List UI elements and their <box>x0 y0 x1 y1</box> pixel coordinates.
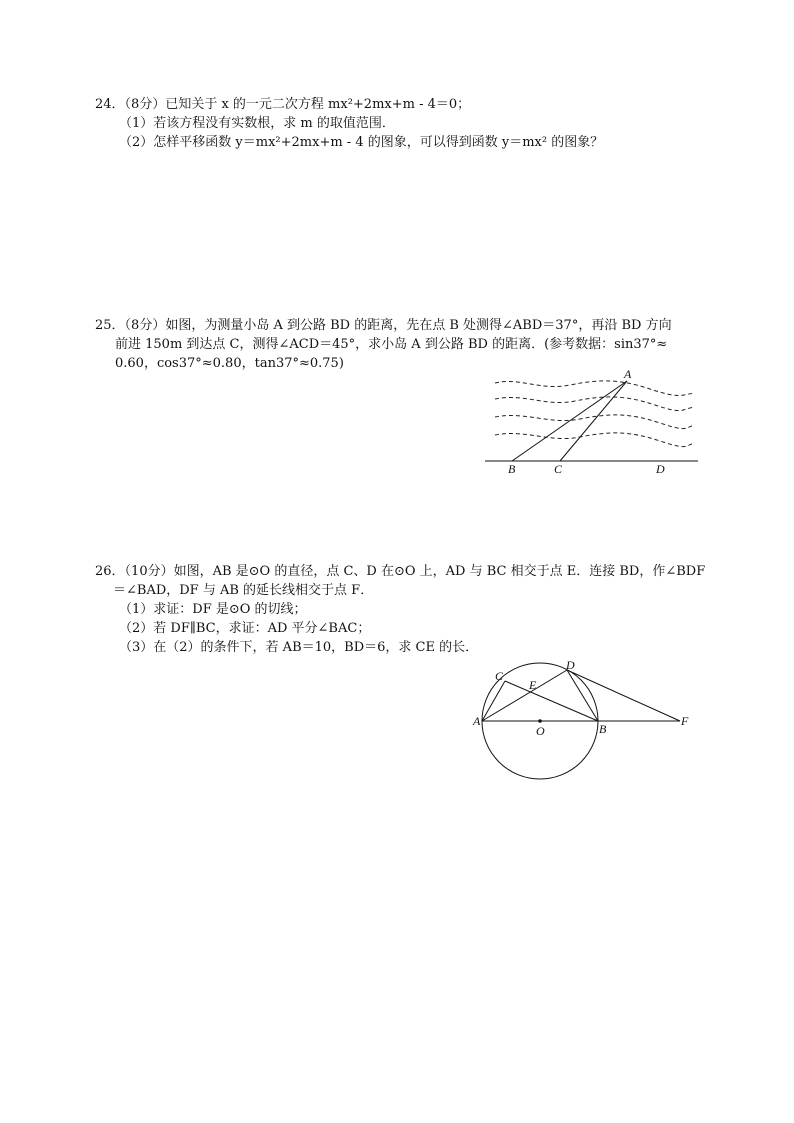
label-e: E <box>529 678 537 692</box>
label-a: A <box>624 367 632 381</box>
label-a: A <box>473 714 481 728</box>
river-wave-4 <box>495 433 695 447</box>
river-wave-3 <box>495 415 695 429</box>
question-26 <box>95 562 705 657</box>
q24-part2: （2）怎样平移函数 y＝mx²+2mx+m - 4 的图象，可以得到函数 y＝mx² 的图象？ <box>119 135 604 150</box>
river-wave-1 <box>495 381 695 396</box>
q26-line1: 26．（10分）如图，AB 是⊙O 的直径，点 C、D 在⊙O 上，AD 与 BC 相交于点 E．连接 BD，作∠BDF <box>95 564 706 579</box>
segment-bd <box>567 670 598 721</box>
q26-part2: （2）若 DF∥BC，求证：AD 平分∠BAC； <box>119 621 371 636</box>
label-c: C <box>495 669 504 683</box>
label-d: D <box>656 462 665 476</box>
label-o: O <box>536 724 545 738</box>
q26-figure <box>470 655 705 785</box>
segment-df <box>567 670 680 721</box>
label-b: B <box>599 722 607 736</box>
q26-line2: ＝∠BAD，DF 与 AB 的延长线相交于点 F． <box>113 583 374 598</box>
q26-part3: （3）在（2）的条件下，若 AB＝10，BD＝6，求 CE 的长． <box>119 640 479 655</box>
q25-line1: 25．（8分）如图，为测量小岛 A 到公路 BD 的距离，先在点 B 处测得∠ABD＝37°，再沿 BD 方向 <box>95 318 672 333</box>
q24-stem: 24．（8分）已知关于 x 的一元二次方程 mx²+2mx+m - 4＝0； <box>95 97 471 112</box>
label-d: D <box>566 658 575 672</box>
center-point-o <box>538 719 542 723</box>
q25-line3: 0.60，cos37°≈0.80，tan37°≈0.75) <box>115 356 344 371</box>
q24-part1: （1）若该方程没有实数根，求 m 的取值范围． <box>119 116 395 131</box>
q25-figure <box>480 365 705 480</box>
question-24 <box>95 95 705 152</box>
label-b: B <box>508 462 516 476</box>
segment-cb <box>505 681 598 721</box>
label-f: F <box>681 714 689 728</box>
q26-part1: （1）求证：DF 是⊙O 的切线； <box>119 602 307 617</box>
q25-line2: 前进 150m 到达点 C，测得∠ACD＝45°，求小岛 A 到公路 BD 的距离．(参考数据：sin37°≈ <box>115 337 668 352</box>
label-c: C <box>554 462 563 476</box>
